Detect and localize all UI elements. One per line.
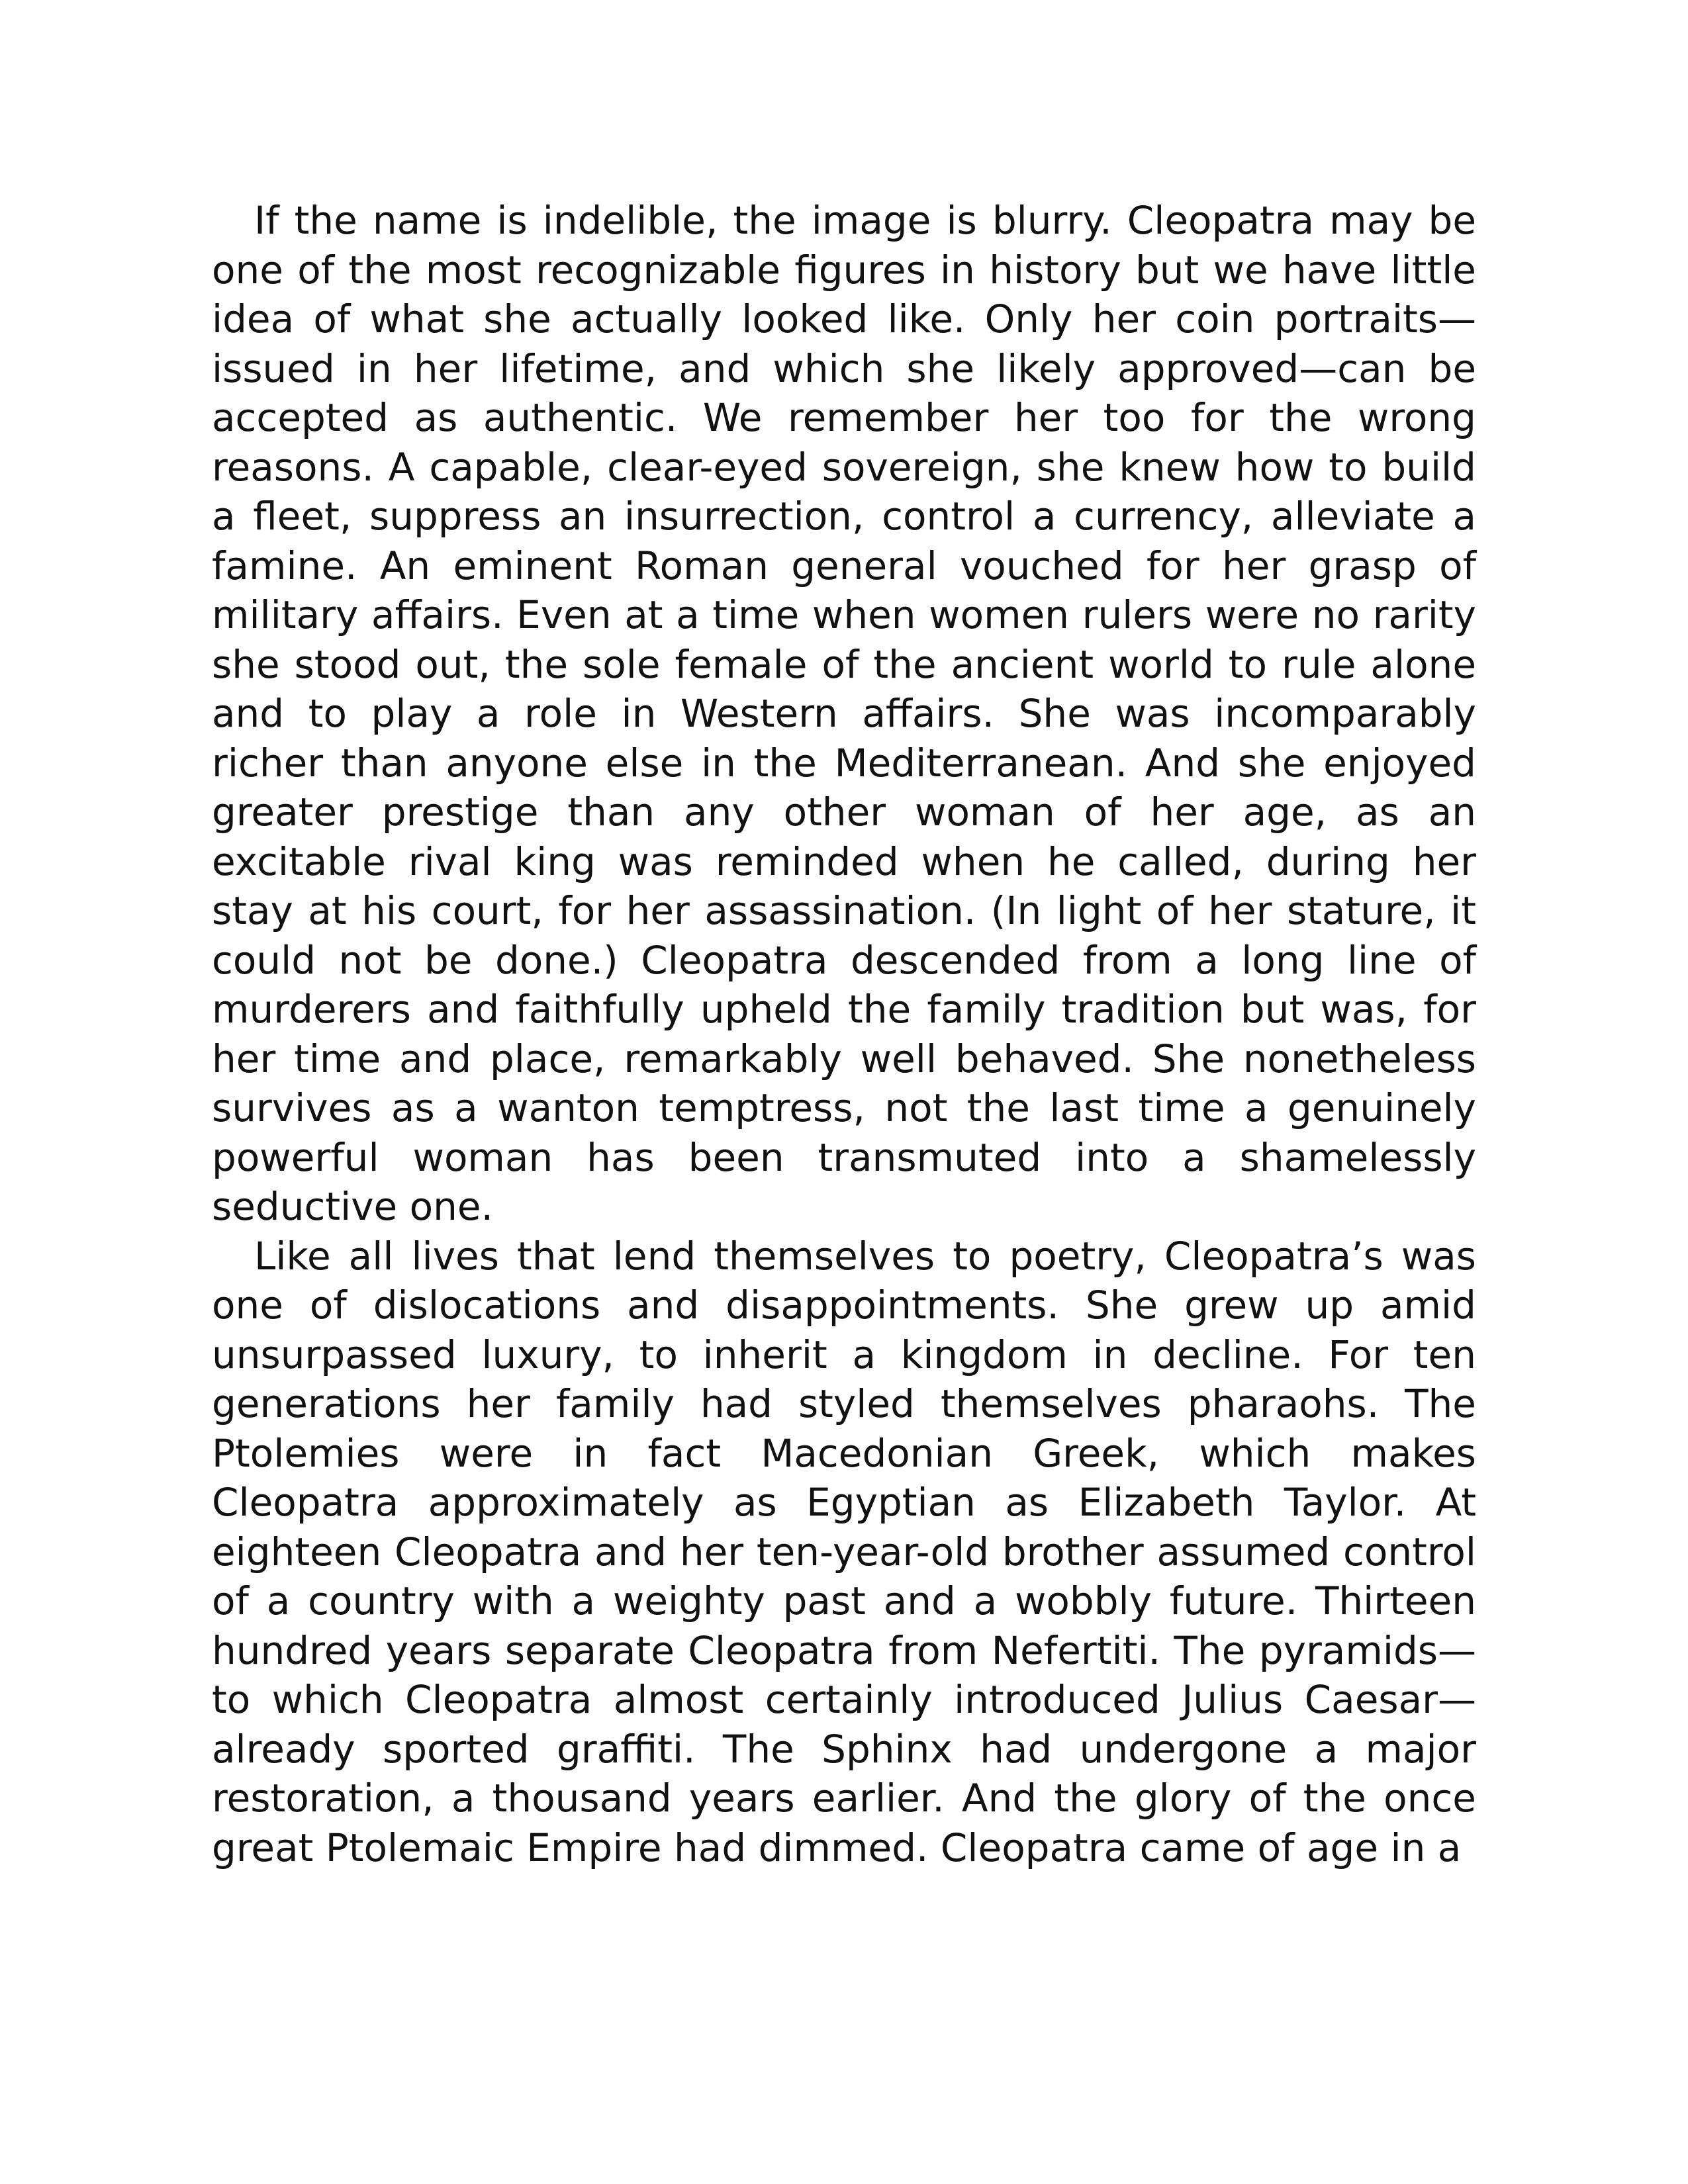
paragraph-2: Like all lives that lend themselves to poetry, Cleopatra’s was one of dislocations and disappointments. She grew up amid unsurpassed luxury, to inherit a kingdom in decline. For ten generations her family had styled themselves pharaohs. The Ptolemies were in fact Macedonian Greek, which makes Cleopatra approximately as Egyptian as Elizabeth Taylor. At eighteen Cleopatra and her ten-year-old brother assumed control of a country with a weighty past and a wobbly future. Thirteen hundred years separate Cleopatra from Nefertiti. The pyramids—to which Cleopatra almost certainly introduced Julius Caesar—already sported graffiti. The Sphinx had undergone a major restoration, a thousand years earlier. And the glory of the once great Ptolemaic Empire had dimmed. Cleopatra came of age in a: [212, 1233, 1476, 1870]
paragraph-1: If the name is indelible, the image is blurry. Cleopatra may be one of the most recognizable figures in history but we have little idea of what she actually looked like. Only her coin portraits—issued in her lifetime, and which she likely approved—can be accepted as authentic. We remember her too for the wrong reasons. A capable, clear-eyed sovereign, she knew how to build a fleet, suppress an insurrection, control a currency, alleviate a famine. An eminent Roman general vouched for her grasp of military affairs. Even at a time when women rulers were no rarity she stood out, the sole female of the ancient world to rule alone and to play a role in Western affairs. She was incomparably richer than anyone else in the Mediterranean. And she enjoyed greater prestige than any other woman of her age, as an excitable rival king was reminded when he called, during her stay at his court, for her assassination. (In light of her stature, it could not be done.) Cleopatra descended from a long line of murderers and faithfully upheld the family tradition but was, for her time and place, remarkably well behaved. She nonetheless survives as a wanton temptress, not the last time a genuinely powerful woman has been transmuted into a shamelessly seductive one.: [212, 198, 1476, 1229]
body-text: [212, 196, 1476, 1872]
